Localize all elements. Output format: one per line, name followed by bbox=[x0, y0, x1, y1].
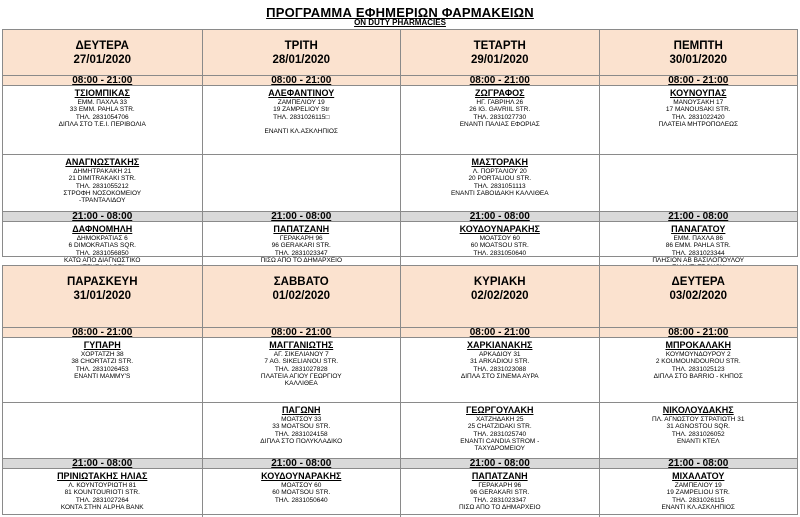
pharmacy-detail-line: ΕΝΑΝΤΙ ΚΤΕΛ bbox=[676, 437, 720, 445]
day-shift-time: 08:00 - 21:00 bbox=[203, 75, 401, 86]
pharmacy-detail-line: ΤΗΛ. 2831051113 bbox=[473, 182, 526, 190]
second-pharmacy-slot bbox=[3, 154, 202, 211]
night-shift-time: 21:00 - 08:00 bbox=[3, 458, 202, 469]
pharmacy-detail-line: ΤΗΛ. 2831023347 bbox=[473, 496, 527, 504]
pharmacy-detail-line: ΜΟΑΤΣΟΥ 60 bbox=[281, 482, 322, 489]
pharmacy-detail-line: ΜΟΑΤΣΟΥ 33 bbox=[281, 416, 322, 423]
pharmacy-detail-line: ΖΑΜΠΕΛΙΟΥ 19 bbox=[674, 482, 722, 489]
day-name: ΔΕΥΤΕΡΑ bbox=[671, 276, 725, 288]
day-shift-time: 08:00 - 21:00 bbox=[600, 75, 798, 86]
pharmacy-detail-line: 31 AGNOSTOU SQR. bbox=[666, 423, 730, 431]
pharmacy-detail-line: ΔΙΠΛΑ ΣΤΟ ΣΙΝΕΜΑ ΑΥΡΑ bbox=[460, 372, 539, 380]
pharmacy-entry bbox=[600, 338, 798, 402]
pharmacy-detail-line: ΕΝΑΝΤΙ ΣΑΒΟΙΔΑΚΗ ΚΑΛΛΙΘΕΑ bbox=[450, 189, 549, 197]
second-pharmacy-slot bbox=[401, 154, 599, 211]
day-name: ΚΥΡΙΑΚΗ bbox=[473, 276, 526, 288]
pharmacy-detail-line: ΠΛΑΤΕΙΑ ΜΗΤΡΟΠΟΛΕΩΣ bbox=[658, 120, 738, 128]
pharmacy-detail-line: ΤΗΛ. 2831050640 bbox=[473, 249, 527, 257]
second-pharmacy-slot bbox=[203, 154, 401, 211]
pharmacy-entry bbox=[600, 469, 798, 517]
pharmacy-name: ΜΙΧΑΛΑΤΟΥ bbox=[672, 471, 725, 481]
pharmacy-detail-line: 81 KOUNTOURIOTI STR. bbox=[64, 489, 140, 497]
day-header bbox=[401, 30, 599, 75]
pharmacy-name: ΓΕΩΡΓΟΥΛΑΚΗ bbox=[466, 405, 534, 415]
day-date: 03/02/2020 bbox=[669, 290, 728, 302]
pharmacy-detail-line: 20 PORTALIOU STR. bbox=[468, 175, 532, 183]
pharmacy-detail-line: 25 CHATZIDAKI STR. bbox=[467, 423, 532, 431]
pharmacy-entry bbox=[203, 469, 401, 517]
pharmacy-entry bbox=[203, 338, 401, 402]
day-header bbox=[3, 30, 202, 75]
pharmacy-detail-line: ΕΜΜ. ΠΑΧΛΑ 33 bbox=[77, 99, 127, 106]
week-block-1 bbox=[2, 29, 798, 264]
pharmacy-entry bbox=[600, 86, 798, 154]
pharmacy-detail-line: 6 DIMOKRATIAS SQR. bbox=[68, 242, 136, 250]
day-name: ΔΕΥΤΕΡΑ bbox=[75, 40, 129, 52]
day-column bbox=[599, 30, 798, 269]
pharmacy-detail-line: 38 CHORTATZI STR. bbox=[71, 358, 134, 366]
day-name: ΤΡΙΤΗ bbox=[284, 40, 318, 52]
day-name: ΤΕΤΑΡΤΗ bbox=[473, 40, 526, 52]
pharmacy-detail-line: ΤΑΧΥΔΡΟΜΕΙΟΥ bbox=[474, 445, 525, 453]
day-header bbox=[600, 30, 798, 75]
pharmacy-detail-line: ΕΝΑΝΤΙ ΠΑΛΙΑΣ ΕΦΟΡΙΑΣ bbox=[459, 120, 540, 128]
pharmacy-name: ΠΑΠΑΤΖΑΝΗ bbox=[273, 224, 330, 234]
pharmacy-name: ΔΑΦΝΟΜΗΛΗ bbox=[72, 224, 133, 234]
pharmacy-detail-line: ΤΗΛ. 2831022420 bbox=[671, 113, 725, 121]
pharmacy-detail-line: 96 GERAKARI STR. bbox=[271, 242, 331, 250]
day-shift-time: 08:00 - 21:00 bbox=[401, 327, 599, 338]
night-shift-time: 21:00 - 08:00 bbox=[3, 211, 202, 222]
day-column bbox=[400, 30, 599, 269]
pharmacy-detail-line: ΔΙΠΛΑ ΣΤΟ ΠΟΛΥΚΛΑΔΙΚΟ bbox=[260, 437, 343, 445]
day-date: 02/02/2020 bbox=[470, 290, 529, 302]
pharmacy-detail-line: ΑΓ. ΣΙΚΕΛΙΑΝΟΥ 7 bbox=[273, 351, 329, 358]
pharmacy-entry bbox=[203, 86, 401, 154]
page-title: ΠΡΟΓΡΑΜΜΑ ΕΦΗΜΕΡΙΩΝ ΦΑΡΜΑΚΕΙΩΝ bbox=[266, 5, 534, 20]
pharmacy-detail-line: ΤΗΛ. 2831024158 bbox=[274, 430, 328, 438]
day-name: ΣΑΒΒΑΤΟ bbox=[273, 276, 329, 288]
pharmacy-name: ΠΑΓΩΝΗ bbox=[281, 405, 321, 415]
day-column bbox=[202, 266, 401, 517]
week-block-2 bbox=[2, 265, 798, 515]
pharmacy-entry bbox=[401, 222, 599, 269]
day-header bbox=[3, 266, 202, 327]
day-name: ΠΑΡΑΣΚΕΥΗ bbox=[66, 276, 138, 288]
pharmacy-detail-line: 19 ZAMPELIOU STR. bbox=[666, 489, 730, 497]
pharmacy-detail-line: Λ. ΚΟΥΝΤΟΥΡΙΩΤΗ 81 bbox=[68, 482, 137, 489]
pharmacy-name: ΚΟΥΔΟΥΝΑΡΑΚΗΣ bbox=[459, 224, 540, 234]
pharmacy-detail-line: ΚΟΝΤΑ ΣΤΗΝ ALPHA BANK bbox=[60, 503, 144, 511]
pharmacy-detail-line: ΠΛΗΣΙΟΝ ΑΒ ΒΑΣΙΛΟΠΟΥΛΟΥ bbox=[652, 256, 745, 264]
pharmacy-entry bbox=[401, 155, 599, 210]
pharmacy-detail-line: ΤΗΛ. 2831025740 bbox=[473, 430, 527, 438]
pharmacy-detail-line: ΤΗΛ. 2831023344 bbox=[671, 249, 725, 257]
second-pharmacy-slot bbox=[3, 402, 202, 458]
pharmacy-detail-line: ΔΙΠΛΑ ΣΤΟ BARRIO - ΚΗΠΟΣ bbox=[653, 372, 743, 380]
day-shift-time: 08:00 - 21:00 bbox=[600, 327, 798, 338]
pharmacy-name: ΠΑΠΑΤΖΑΝΗ bbox=[471, 471, 528, 481]
pharmacy-detail-line: 17 MANOUSAKI STR. bbox=[665, 106, 731, 114]
pharmacy-detail-line: ΤΗΛ. 2831026115 bbox=[672, 496, 725, 504]
pharmacy-detail-line: ΤΗΛ. 2831023088 bbox=[473, 365, 527, 373]
pharmacy-detail-line: 7 AG. SIKELIANOU STR. bbox=[264, 358, 339, 366]
pharmacy-detail-line: ΓΕΡΑΚΑΡΗ 96 bbox=[279, 235, 323, 242]
pharmacy-detail-line: ΠΛ. ΑΓΝΩΣΤΟΥ ΣΤΡΑΤΙΩΤΗ 31 bbox=[651, 416, 745, 423]
pharmacy-detail-line: ΜΟΑΤΣΟΥ 60 bbox=[479, 235, 520, 242]
night-shift-time: 21:00 - 08:00 bbox=[600, 458, 798, 469]
pharmacy-detail-line: 19 ZAMPELIOY Str bbox=[273, 106, 330, 114]
pharmacy-detail-line: 60 MOATSOU STR. bbox=[470, 242, 529, 250]
pharmacy-detail-line: ΔΗΜΟΚΡΑΤΙΑΣ 6 bbox=[76, 235, 128, 242]
pharmacy-detail-line: 96 GERAKARI STR. bbox=[470, 489, 530, 497]
day-header bbox=[203, 30, 401, 75]
pharmacy-entry bbox=[3, 86, 202, 154]
second-pharmacy-slot bbox=[203, 402, 401, 458]
pharmacy-name: ΓΥΠΑΡΗ bbox=[83, 340, 121, 350]
pharmacy-entry bbox=[3, 222, 202, 269]
pharmacy-entry bbox=[401, 403, 599, 457]
pharmacy-name: ΝΙΚΟΛΟΥΔΑΚΗΣ bbox=[662, 405, 734, 415]
pharmacy-name: ΜΑΣΤΟΡΑΚΗ bbox=[471, 157, 529, 167]
day-name: ΠΕΜΠΤΗ bbox=[673, 40, 723, 52]
pharmacy-name: ΑΝΑΓΝΩΣΤΑΚΗΣ bbox=[65, 157, 140, 167]
second-pharmacy-slot bbox=[600, 402, 798, 458]
pharmacy-detail-line: ΚΟΥΜΟΥΝΔΟΥΡΟΥ 2 bbox=[665, 351, 731, 358]
pharmacy-entry bbox=[600, 222, 798, 269]
pharmacy-detail-line: 2 KOUMOUNDOUROU STR. bbox=[655, 358, 741, 366]
day-date: 30/01/2020 bbox=[669, 54, 728, 66]
night-shift-time: 21:00 - 08:00 bbox=[203, 211, 401, 222]
day-shift-time: 08:00 - 21:00 bbox=[203, 327, 401, 338]
pharmacy-name: ΜΠΡΟΚΑΛΑΚΗ bbox=[665, 340, 731, 350]
day-date: 01/02/2020 bbox=[272, 290, 331, 302]
pharmacy-entry bbox=[401, 338, 599, 402]
day-column bbox=[599, 266, 798, 517]
pharmacy-name: ΖΩΓΡΑΦΟΣ bbox=[474, 88, 525, 98]
second-pharmacy-slot bbox=[401, 402, 599, 458]
pharmacy-name: ΠΑΝΑΓΑΤΟΥ bbox=[671, 224, 726, 234]
day-column bbox=[400, 266, 599, 517]
pharmacy-entry bbox=[401, 469, 599, 517]
pharmacy-detail-line: ΕΜΜ. ΠΑΧΛΑ 86 bbox=[673, 235, 723, 242]
day-date: 28/01/2020 bbox=[272, 54, 331, 66]
day-date: 31/01/2020 bbox=[73, 290, 132, 302]
pharmacy-name: ΜΑΓΓΑΝΙΩΤΗΣ bbox=[269, 340, 334, 350]
pharmacy-entry bbox=[3, 469, 202, 517]
pharmacy-detail-line: 33 MOATSOU STR. bbox=[272, 423, 331, 431]
pharmacy-entry bbox=[203, 222, 401, 269]
pharmacy-detail-line: ΤΗΛ. 2831023347 bbox=[274, 249, 328, 257]
pharmacy-detail-line: ΗΓ. ΓΑΒΡΙΗΛ 26 bbox=[476, 99, 524, 106]
pharmacy-detail-line: ΧΑΤΖΗΔΑΚΗ 25 bbox=[475, 416, 524, 423]
pharmacy-detail-line: ΠΛΑΤΕΙΑ ΑΓΙΟΥ ΓΕΩΡΓΙΟΥ bbox=[260, 372, 342, 380]
pharmacy-detail-line: 60 MOATSOU STR. bbox=[272, 489, 331, 497]
second-pharmacy-slot bbox=[600, 154, 798, 211]
pharmacy-detail-line: ΕΝΑΝΤΙ ΚΛ.ΑΣΚΛΗΠΙΟΣ bbox=[264, 127, 338, 135]
day-column bbox=[3, 30, 202, 269]
pharmacy-detail-line: ΖΑΜΠΕΛΙΟΥ 19 bbox=[277, 99, 325, 106]
pharmacy-detail-line: ΕΝΑΝΤΙ CANDIA STROM - bbox=[460, 437, 540, 445]
pharmacy-detail-line: 26 IG. GAVRIIL STR. bbox=[469, 106, 531, 114]
pharmacy-detail-line: ΠΙΣΩ ΑΠΟ ΤΟ ΔΗΜΑΡΧΕΙΟ bbox=[260, 256, 343, 264]
pharmacy-name: ΧΑΡΚΙΑΝΑΚΗΣ bbox=[467, 340, 533, 350]
pharmacy-detail-line bbox=[203, 121, 401, 128]
pharmacy-detail-line: 31 ARKADIOU STR. bbox=[470, 358, 530, 366]
pharmacy-name: ΚΟΥΔΟΥΝΑΡΑΚΗΣ bbox=[261, 471, 342, 481]
pharmacy-name: ΤΣΙΟΜΠΙΚΑΣ bbox=[74, 88, 130, 98]
pharmacy-entry bbox=[203, 403, 401, 457]
night-shift-time: 21:00 - 08:00 bbox=[600, 211, 798, 222]
night-shift-time: 21:00 - 08:00 bbox=[203, 458, 401, 469]
day-column bbox=[3, 266, 202, 517]
pharmacy-entry bbox=[401, 86, 599, 154]
pharmacy-name: ΠΡΙΝΙΩΤΑΚΗΣ ΗΛΙΑΣ bbox=[57, 471, 148, 481]
pharmacy-detail-line: ΤΗΛ. 2831027828 bbox=[274, 365, 328, 373]
pharmacy-detail-line: ΠΙΣΩ ΑΠΟ ΤΟ ΔΗΜΑΡΧΕΙΟ bbox=[458, 503, 541, 511]
pharmacy-detail-line: ΜΑΝΟΥΣΑΚΗ 17 bbox=[673, 99, 724, 106]
pharmacy-detail-line: 21 DIMITRAKAKI STR. bbox=[68, 175, 136, 183]
day-shift-time: 08:00 - 21:00 bbox=[401, 75, 599, 86]
pharmacy-detail-line: ΓΕΡΑΚΑΡΗ 96 bbox=[478, 482, 522, 489]
pharmacy-detail-line: Λ. ΠΟΡΤΑΛΙΟΥ 20 bbox=[472, 168, 527, 175]
pharmacy-detail-line: ΤΗΛ. 2831027264 bbox=[75, 496, 129, 504]
page-subtitle: ON DUTY PHARMACIES bbox=[354, 18, 446, 27]
pharmacy-name: ΑΛΕΦΑΝΤΙΝΟΥ bbox=[268, 88, 335, 98]
pharmacy-detail-line: ΚΑΤΩ ΑΠΟ ΔΙΑΓΝΩΣΤΙΚΟ bbox=[64, 256, 141, 264]
day-header bbox=[401, 266, 599, 327]
day-shift-time: 08:00 - 21:00 bbox=[3, 75, 202, 86]
night-shift-time: 21:00 - 08:00 bbox=[401, 458, 599, 469]
pharmacy-detail-line: ΤΗΛ. 2831054706 bbox=[75, 113, 129, 121]
pharmacy-detail-line: ΚΑΛΛΙΘΕΑ bbox=[284, 380, 318, 388]
pharmacy-detail-line: ΤΗΛ. 2831050640 bbox=[274, 496, 328, 504]
pharmacy-detail-line: ΕΝΑΝΤΙ ΚΛ.ΑΣΚΛΗΠΙΟΣ bbox=[661, 503, 735, 511]
pharmacy-detail-line: ΤΗΛ. 2831026115□ bbox=[273, 113, 330, 121]
pharmacy-entry bbox=[3, 338, 202, 402]
night-shift-time: 21:00 - 08:00 bbox=[401, 211, 599, 222]
pharmacy-detail-line: ΤΗΛ. 2831026453 bbox=[75, 365, 129, 373]
pharmacy-detail-line: ΤΗΛ. 2831026052 bbox=[671, 430, 725, 438]
pharmacy-entry bbox=[3, 155, 202, 210]
day-shift-time: 08:00 - 21:00 bbox=[3, 327, 202, 338]
pharmacy-detail-line: 33 EMM. PAHLA STR. bbox=[69, 106, 135, 114]
pharmacy-detail-line: ΤΗΛ. 2831027730 bbox=[473, 113, 527, 121]
day-date: 27/01/2020 bbox=[73, 54, 132, 66]
pharmacy-detail-line: ΤΗΛ. 2831025123 bbox=[671, 365, 725, 373]
pharmacy-detail-line: ΔΗΜΗΤΡΑΚΑΚΗ 21 bbox=[73, 168, 132, 175]
pharmacy-detail-line: ΕΝΑΝΤΙ MAMMY'S bbox=[74, 372, 131, 380]
pharmacy-detail-line: ΧΟΡΤΑΤΖΗ 38 bbox=[80, 351, 124, 358]
pharmacy-name: ΚΟΥΝΟΥΠΑΣ bbox=[670, 88, 727, 98]
pharmacy-detail-line: ΑΡΚΑΔΙΟΥ 31 bbox=[478, 351, 521, 358]
pharmacy-detail-line: ΣΤΡΟΦΗ ΝΟΣΟΚΟΜΕΙΟΥ bbox=[63, 189, 142, 197]
day-column bbox=[202, 30, 401, 269]
pharmacy-entry bbox=[600, 403, 798, 457]
pharmacy-detail-line: ΤΗΛ. 2831055212 bbox=[75, 182, 129, 190]
day-date: 29/01/2020 bbox=[470, 54, 529, 66]
pharmacy-detail-line: 86 EMM. PAHLA STR. bbox=[665, 242, 731, 250]
pharmacy-detail-line: ΤΗΛ. 2831056850 bbox=[75, 249, 129, 257]
pharmacy-detail-line: ΔΙΠΛΑ ΣΤΟ Τ.Ε.Ι. ΠΕΡΙΒΟΛΙΑ bbox=[58, 120, 146, 128]
day-header bbox=[203, 266, 401, 327]
day-header bbox=[600, 266, 798, 327]
pharmacy-detail-line: -ΤΡΑΝΤΑΛΙΔΟΥ bbox=[79, 197, 126, 205]
